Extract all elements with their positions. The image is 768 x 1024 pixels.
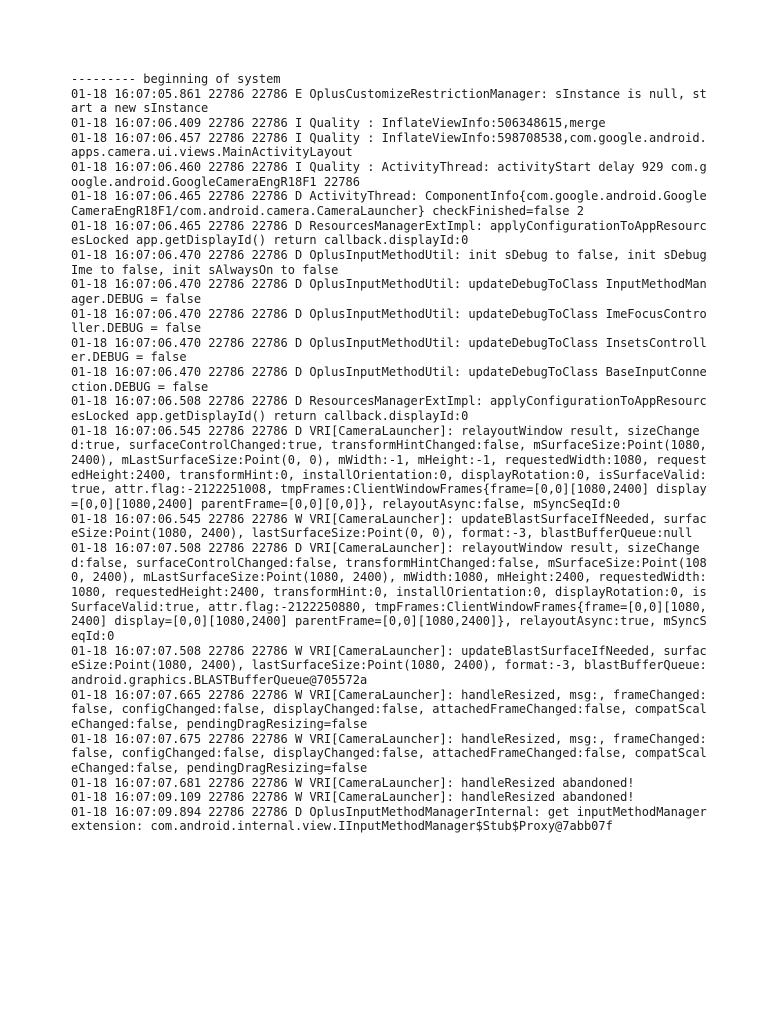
log-line: 01-18 16:07:07.681 22786 22786 W VRI[CameraLauncher]: handleResized abandoned! (71, 775, 635, 790)
log-line: 01-18 16:07:09.109 22786 22786 W VRI[CameraLauncher]: handleResized abandoned! (71, 790, 635, 805)
log-line: 01-18 16:07:07.665 22786 22786 W VRI[CameraLauncher]: handleResized, msg:, frameChanged:false, configChanged:false, displayChanged:false, attachedFrameChanged:false, compatScaleChanged:false, pendingDragResizing=false (71, 687, 707, 731)
log-line: --------- beginning of system (71, 72, 281, 86)
log-line: 01-18 16:07:06.409 22786 22786 I Quality : InflateViewInfo:506348615,merge (71, 115, 606, 130)
log-line: 01-18 16:07:06.457 22786 22786 I Quality : InflateViewInfo:598708538,com.google.android.apps.camera.ui.views.MainActivityLayout (71, 130, 707, 160)
log-line: 01-18 16:07:06.460 22786 22786 I Quality : ActivityThread: activityStart delay 929 com.google.android.GoogleCameraEngR18F1 22786 (71, 159, 707, 189)
log-line: 01-18 16:07:06.545 22786 22786 D VRI[CameraLauncher]: relayoutWindow result, sizeChanged:true, surfaceControlChanged:true, transformHintChanged:false, mSurfaceSize:Point(1080, 2400), mLastSurfaceSize:Point(0, 0), mWidth:-1, mHeight:-1, requestedWidth:1080, requestedHeight:2400, transformHint:0, installOrientation:0, displayRotation:0, isSurfaceValid:true, attr.flag:-2122251008, tmpFrames:ClientWindowFrames{frame=[0,0][1080,2400] display=[0,0][1080,2400] parentFrame=[0,0][0,0]}, relayoutAsync:false, mSyncSeqId:0 (71, 423, 714, 512)
log-line: 01-18 16:07:09.894 22786 22786 D OplusInputMethodManagerInternal: get inputMethodManager extension: com.android.internal.view.IInputMethodManager$Stub$Proxy@7abb07f (71, 804, 714, 834)
log-line: 01-18 16:07:06.470 22786 22786 D OplusInputMethodUtil: updateDebugToClass BaseInputConnection.DEBUG = false (71, 365, 707, 394)
log-line: 01-18 16:07:06.470 22786 22786 D OplusInputMethodUtil: updateDebugToClass InputMethodManager.DEBUG = false (71, 277, 707, 306)
log-line: 01-18 16:07:07.508 22786 22786 D VRI[CameraLauncher]: relayoutWindow result, sizeChanged:false, surfaceControlChanged:false, transformHintChanged:false, mSurfaceSize:Point(1080, 2400), mLastSurfaceSize:Point(1080, 2400), mWidth:1080, mHeight:2400, requestedWidth:1080, requestedHeight:2400, transformHint:0, installOrientation:0, displayRotation:0, isSurfaceValid:true, attr.flag:-2122250880, tmpFrames:ClientWindowFrames{frame=[0,0][1080,2400] display=[0,0][1080,2400] parentFrame=[0,0][1080,2400]}, relayoutAsync:true, mSyncSeqId:0 (71, 541, 707, 643)
log-line: 01-18 16:07:06.470 22786 22786 D OplusInputMethodUtil: updateDebugToClass InsetsController.DEBUG = false (71, 335, 707, 365)
log-line: 01-18 16:07:07.675 22786 22786 W VRI[CameraLauncher]: handleResized, msg:, frameChanged:false, configChanged:false, displayChanged:false, attachedFrameChanged:false, compatScaleChanged:false, pendingDragResizing=false (71, 731, 707, 775)
log-line: 01-18 16:07:06.465 22786 22786 D ActivityThread: ComponentInfo{com.google.android.GoogleCameraEngR18F1/com.android.camera.CameraLauncher} checkFinished=false 2 (71, 189, 707, 218)
log-line: 01-18 16:07:06.545 22786 22786 W VRI[CameraLauncher]: updateBlastSurfaceIfNeeded, surfaceSize:Point(1080, 2400), lastSurfaceSize:Point(0, 0), format:-3, blastBufferQueue:null (71, 511, 707, 541)
log-line: 01-18 16:07:06.470 22786 22786 D OplusInputMethodUtil: init sDebug to false, init sDebugIme to false, init sAlwaysOn to false (71, 247, 707, 277)
log-line: 01-18 16:07:06.465 22786 22786 D ResourcesManagerExtImpl: applyConfigurationToAppResourcesLocked app.getDisplayId() return callback.displayId:0 (71, 218, 707, 248)
log-line: 01-18 16:07:06.508 22786 22786 D ResourcesManagerExtImpl: applyConfigurationToAppResourcesLocked app.getDisplayId() return callback.displayId:0 (71, 394, 707, 424)
log-line: 01-18 16:07:05.861 22786 22786 E OplusCustomizeRestrictionManager: sInstance is null, start a new sInstance (71, 86, 707, 116)
log-line: 01-18 16:07:07.508 22786 22786 W VRI[CameraLauncher]: updateBlastSurfaceIfNeeded, surfaceSize:Point(1080, 2400), lastSurfaceSize:Point(1080, 2400), format:-3, blastBufferQueue:android.graphics.BLASTBufferQueue@705572a (71, 643, 707, 687)
log-document (71, 72, 714, 834)
log-line: 01-18 16:07:06.470 22786 22786 D OplusInputMethodUtil: updateDebugToClass ImeFocusController.DEBUG = false (71, 306, 707, 336)
